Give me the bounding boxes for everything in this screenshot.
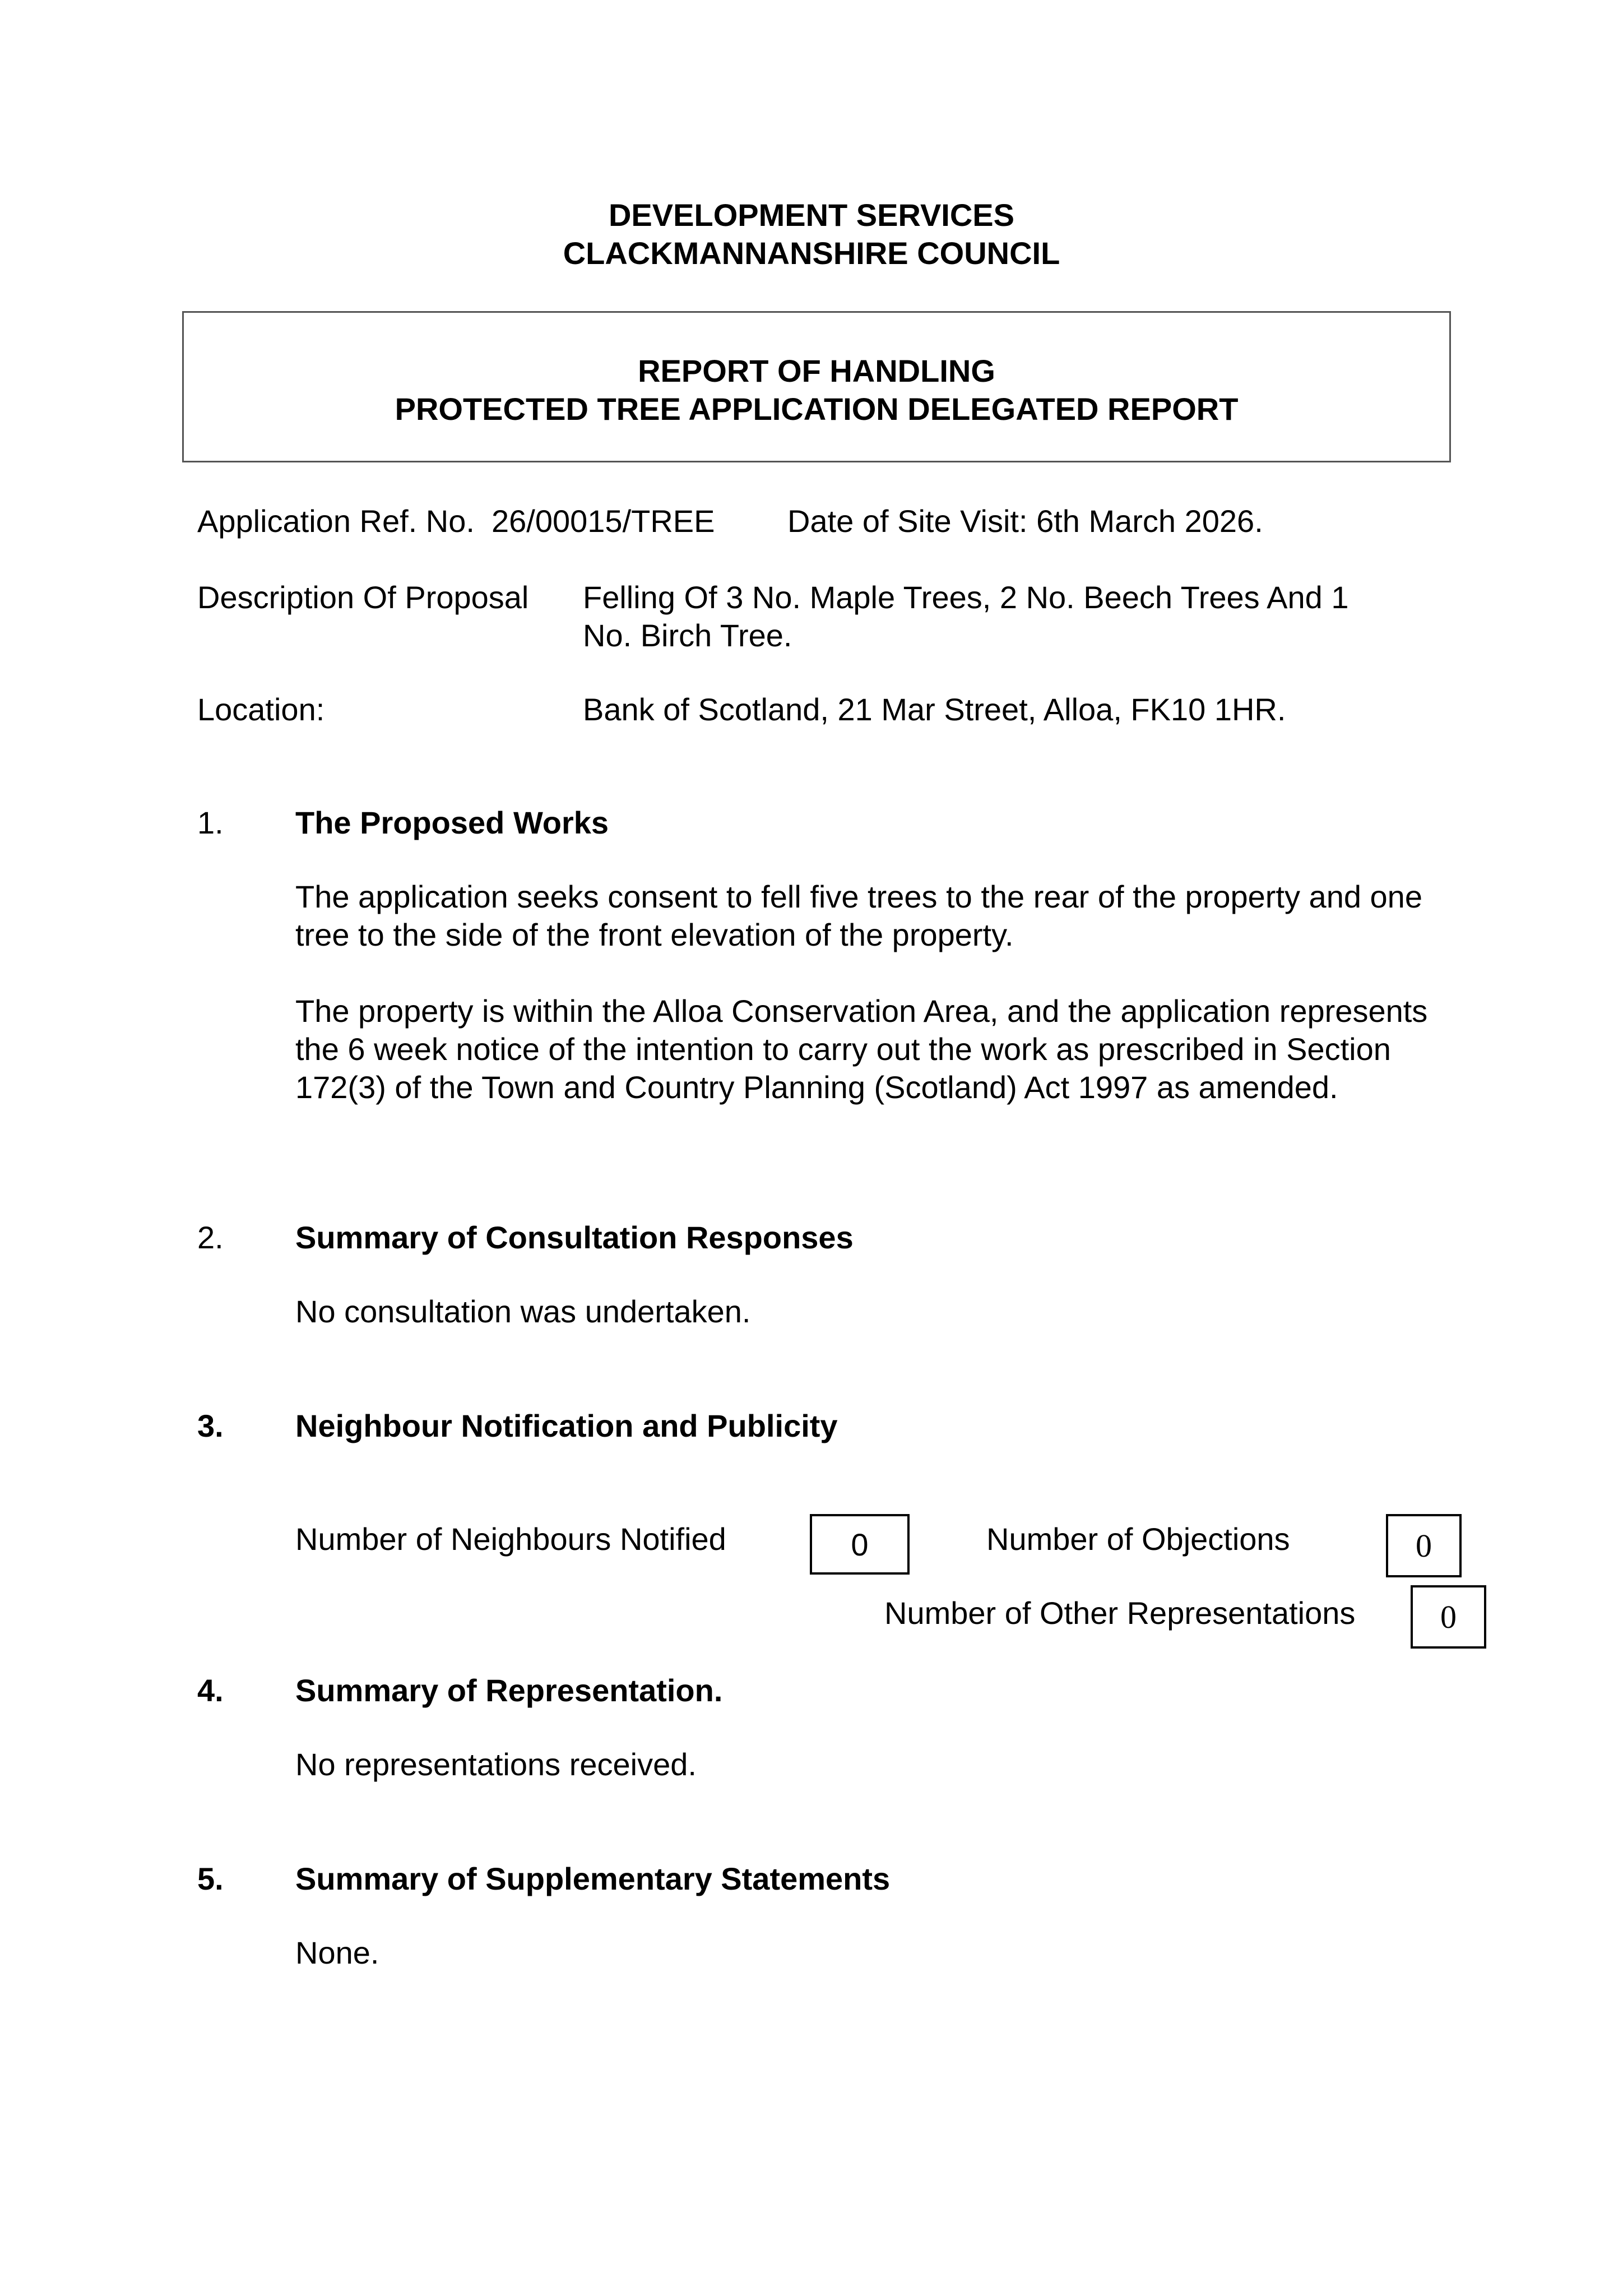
site-visit-date: Date of Site Visit: 6th March 2026.	[787, 503, 1263, 539]
neighbours-notified-box	[810, 1514, 910, 1575]
objections-box	[1386, 1514, 1462, 1577]
section-2-number: 2.	[197, 1220, 224, 1255]
neighbours-notified-label: Number of Neighbours Notified	[295, 1521, 726, 1557]
report-subtitle: PROTECTED TREE APPLICATION DELEGATED REPORT	[395, 391, 1239, 427]
other-representations-box	[1411, 1585, 1486, 1649]
application-ref-value: 26/00015/TREE	[491, 503, 715, 539]
other-representations-label: Number of Other Representations	[884, 1595, 1356, 1631]
report-title: REPORT OF HANDLING	[638, 353, 995, 388]
section-2-heading: Summary of Consultation Responses	[295, 1220, 854, 1255]
neighbours-notified-value: 0	[851, 1526, 869, 1562]
report-title-box	[182, 311, 1451, 462]
section-5-body: None.	[295, 1935, 379, 1970]
proposal-label: Description Of Proposal	[197, 580, 529, 615]
proposal-text-line1: Felling Of 3 No. Maple Trees, 2 No. Beech Trees And 1	[583, 580, 1349, 615]
section-4-number: 4.	[197, 1673, 224, 1708]
location-value: Bank of Scotland, 21 Mar Street, Alloa, FK10 1HR.	[583, 692, 1286, 727]
proposal-text-line2: No. Birch Tree.	[583, 618, 792, 653]
section-4-body: No representations received.	[295, 1747, 697, 1782]
document-header	[0, 196, 1623, 272]
section-3-heading: Neighbour Notification and Publicity	[295, 1408, 838, 1443]
application-ref-label: Application Ref. No.	[197, 503, 475, 539]
section-1-number: 1.	[197, 805, 224, 840]
section-5-number: 5.	[197, 1861, 224, 1896]
header-department: DEVELOPMENT SERVICES	[608, 197, 1014, 233]
section-1-heading: The Proposed Works	[295, 805, 609, 840]
other-representations-value: 0	[1440, 1599, 1457, 1635]
objections-value: 0	[1416, 1527, 1432, 1564]
section-2-body: No consultation was undertaken.	[295, 1294, 751, 1329]
section-1-paragraph-1: The application seeks consent to fell five trees to the rear of the property and one tree to the side of the front elevation of the property.	[295, 879, 1422, 952]
header-council: CLACKMANNANSHIRE COUNCIL	[563, 235, 1060, 271]
section-3-number: 3.	[197, 1408, 224, 1443]
section-1-paragraph-2: The property is within the Alloa Conservation Area, and the application represents the 6 week notice of the intention to carry out the work as prescribed in Section 172(3) of the Town and Country Planning (Scotland) Act 1997 as amended.	[295, 993, 1428, 1105]
objections-label: Number of Objections	[986, 1521, 1290, 1557]
section-5-heading: Summary of Supplementary Statements	[295, 1861, 891, 1896]
location-label: Location:	[197, 692, 325, 727]
section-4-heading: Summary of Representation.	[295, 1673, 723, 1708]
